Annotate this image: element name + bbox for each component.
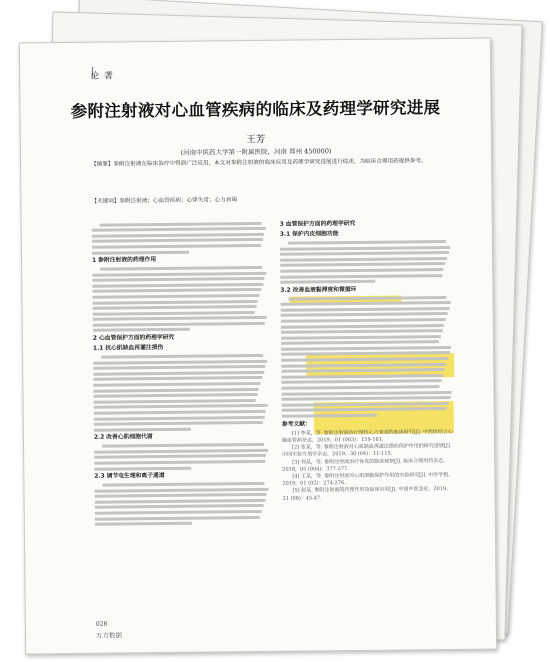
page-number: 028: [95, 620, 108, 628]
text-line: [280, 280, 375, 284]
body-text-lines: [280, 240, 452, 284]
text-line: [94, 487, 268, 492]
text-line: [94, 410, 266, 415]
body-column-left: [92, 219, 272, 621]
text-line: [93, 376, 262, 381]
text-line: [102, 443, 264, 448]
section-heading: 3.1 保护内皮细胞功能: [279, 231, 339, 238]
section-heading: 3.2 改善血液黏滞度和微循环: [280, 286, 357, 294]
text-line: [93, 322, 265, 327]
text-line: [94, 428, 191, 432]
text-line: [93, 328, 190, 332]
text-line: [280, 246, 450, 251]
article-page: [19, 38, 497, 655]
text-line: [281, 346, 451, 351]
text-line: [95, 504, 264, 509]
text-line: [95, 522, 192, 526]
text-line: [282, 402, 449, 407]
text-line: [94, 393, 258, 398]
text-line: [94, 454, 266, 459]
text-line: [288, 296, 446, 301]
section-heading: 1.1 抗心肌缺血再灌注损伤: [92, 345, 164, 353]
text-line: [94, 416, 265, 421]
text-line: [95, 499, 266, 504]
reference-item: [4] 王某，等. 参附注射液对心肌细胞保护作用的实验研究[J]. 中医学报，2019，01 (02)：274-276.: [282, 471, 454, 487]
section-heading: 2.3 调节电生理和离子通道: [94, 473, 165, 480]
section-heading: 3 血管保护方面的药理学研究: [279, 220, 356, 228]
text-line: [94, 399, 256, 404]
text-line: [94, 466, 191, 470]
text-line: [281, 368, 444, 373]
text-line: [93, 360, 267, 365]
text-line: [281, 374, 443, 379]
references-title: 参考文献：: [281, 421, 311, 428]
text-line: [288, 240, 446, 245]
keywords: 【关键词】参附注射液；心血管疾病；心律失常；心力衰竭: [91, 197, 237, 205]
section-label: 论 著: [90, 71, 115, 82]
text-line: [95, 493, 267, 498]
text-line: [100, 266, 262, 271]
text-line: [280, 262, 445, 267]
text-line: [93, 371, 264, 376]
author-affiliation: (河南中医药大学第一附属医院，河南 郑州 450000): [180, 147, 332, 157]
reference-item: [5] 赵某. 参附注射液的药理作用及临床应用[J]. 中国中医急症，2019，21 (06)：45-47.: [282, 486, 452, 502]
text-line: [281, 318, 446, 323]
body-text-lines: [92, 266, 269, 332]
text-line: [93, 365, 265, 370]
text-line: [93, 300, 258, 305]
text-line: [281, 324, 444, 329]
text-line: [281, 357, 448, 362]
text-line: [102, 482, 264, 487]
text-line: [92, 250, 189, 254]
text-line: [281, 385, 439, 390]
text-line: [92, 271, 266, 276]
text-line: [282, 396, 451, 401]
body-text-lines: [92, 221, 268, 254]
section-heading: 2.2 改善心肌细胞代谢: [93, 434, 153, 442]
text-line: [281, 351, 450, 356]
reference-item: [3] 刘某，等. 参附注射液治疗休克的临床观察[J]. 临床合理用药杂志，2018，05 (004)：377-377.: [282, 457, 449, 473]
text-line: [281, 340, 439, 345]
text-line: [282, 414, 377, 418]
text-line: [94, 460, 265, 465]
text-line: [95, 510, 262, 515]
text-line: [92, 233, 264, 238]
text-line: [92, 294, 259, 299]
text-line: [281, 391, 451, 396]
body-column-right: [280, 217, 456, 619]
text-line: [92, 227, 266, 232]
text-line: [92, 288, 261, 293]
reference-item: [2] 张某，等. 参附注射液对心肌缺血再灌注损伤保护作用的研究进展[J]. 中国实验方剂学杂志，2019，30 (04)：11-115.: [282, 443, 452, 459]
body-text-lines: [94, 482, 270, 526]
footer-brand: 万方数据: [95, 631, 123, 640]
text-line: [92, 283, 263, 288]
text-line: [95, 516, 260, 521]
text-line: [281, 307, 450, 312]
section-heading: 2 心血管保护方面的药理学研究: [92, 334, 175, 342]
text-line: [93, 311, 255, 316]
text-line: [280, 268, 443, 273]
body-text-lines: [280, 296, 453, 418]
body-text-lines: [94, 443, 270, 470]
text-line: [281, 363, 446, 368]
text-line: [280, 251, 449, 256]
text-line: [92, 244, 261, 249]
text-line: [280, 274, 442, 279]
article-author: 王芳: [246, 133, 266, 146]
text-line: [93, 316, 267, 321]
reference-item: [1] 李某，等. 参附注射液治疗慢性心力衰竭的临床研究[J]. 中西医结合心脑血管病杂志，2019，01 (003)：159-161.: [281, 428, 453, 444]
text-line: [101, 354, 263, 359]
text-line: [94, 449, 268, 454]
text-line: [93, 388, 258, 393]
text-line: [281, 329, 443, 334]
text-line: [282, 407, 447, 412]
text-line: [93, 305, 257, 310]
text-line: [94, 404, 268, 409]
section-heading: 1 参附注射液的药理作用: [92, 257, 157, 264]
text-line: [280, 257, 447, 262]
article-title: 参附注射液对心血管疾病的临床及药理学研究进展: [70, 98, 441, 121]
text-line: [281, 301, 451, 306]
text-line: [92, 277, 264, 282]
text-line: [281, 380, 441, 385]
abstract: 【摘要】参附注射液在临床治疗中得到广泛应用，本文对参附注射液的临床应用及药理学研究进展进行综述，为临床合理用药提供参考。: [91, 158, 427, 168]
text-line: [281, 312, 448, 317]
body-text-lines: [93, 354, 270, 432]
text-line: [281, 335, 441, 340]
text-line: [94, 421, 263, 426]
text-line: [92, 238, 263, 243]
text-line: [93, 382, 260, 387]
text-line: [100, 222, 262, 227]
